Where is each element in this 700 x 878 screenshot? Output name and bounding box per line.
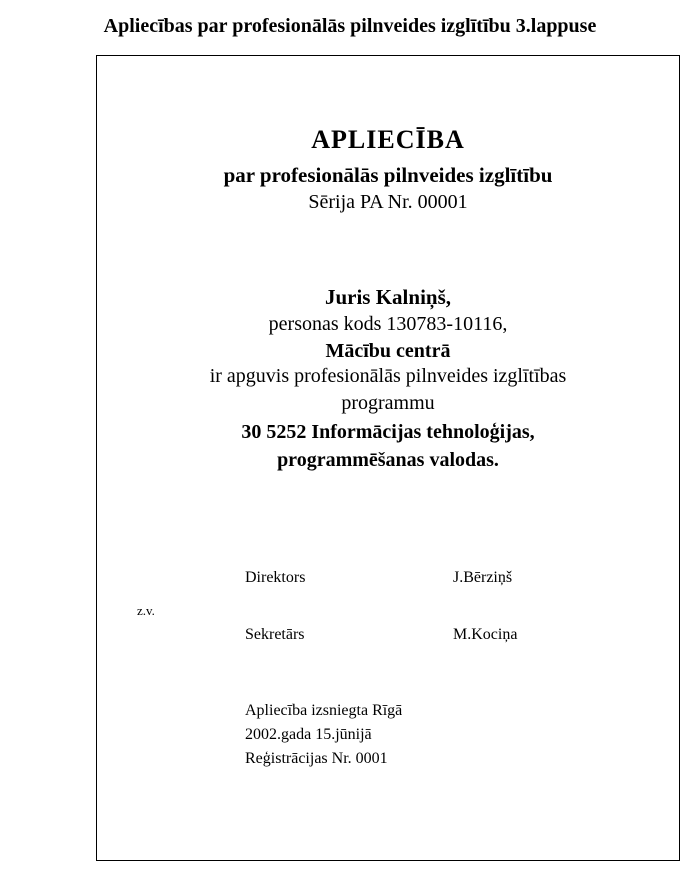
- certificate-frame: [96, 55, 680, 861]
- certificate-series-number: Sērija PA Nr. 00001: [308, 191, 468, 213]
- certificate-title: APLIECĪBA: [311, 125, 465, 154]
- program-name-title: programmēšanas valodas.: [277, 449, 499, 471]
- secretary-role-label: Sekretārs: [245, 626, 305, 643]
- program-code-title: 30 5252 Informācijas tehnoloģijas,: [241, 421, 535, 443]
- certificate-subtitle: par profesionālās pilnveides izglītību: [223, 163, 553, 187]
- director-name: J.Bērziņš: [453, 569, 513, 586]
- director-role-label: Direktors: [245, 569, 306, 586]
- personal-code: personas kods 130783-10116,: [268, 313, 508, 335]
- institution-name: Mācību centrā: [325, 340, 451, 362]
- program-description-line: programmu: [341, 392, 435, 414]
- holder-name: Juris Kalniņš,: [324, 285, 452, 309]
- registration-number: Reģistrācijas Nr. 0001: [245, 750, 388, 767]
- issued-date: 2002.gada 15.jūnijā: [245, 726, 372, 743]
- secretary-name: M.Kociņa: [453, 626, 518, 643]
- stamp-place-label: z.v.: [137, 603, 155, 618]
- program-description-line: ir apguvis profesionālās pilnveides izglītības: [209, 365, 567, 387]
- page-heading: Apliecības par profesionālās pilnveides izglītību 3.lappuse: [103, 15, 597, 37]
- issued-place: Apliecība izsniegta Rīgā: [245, 702, 403, 719]
